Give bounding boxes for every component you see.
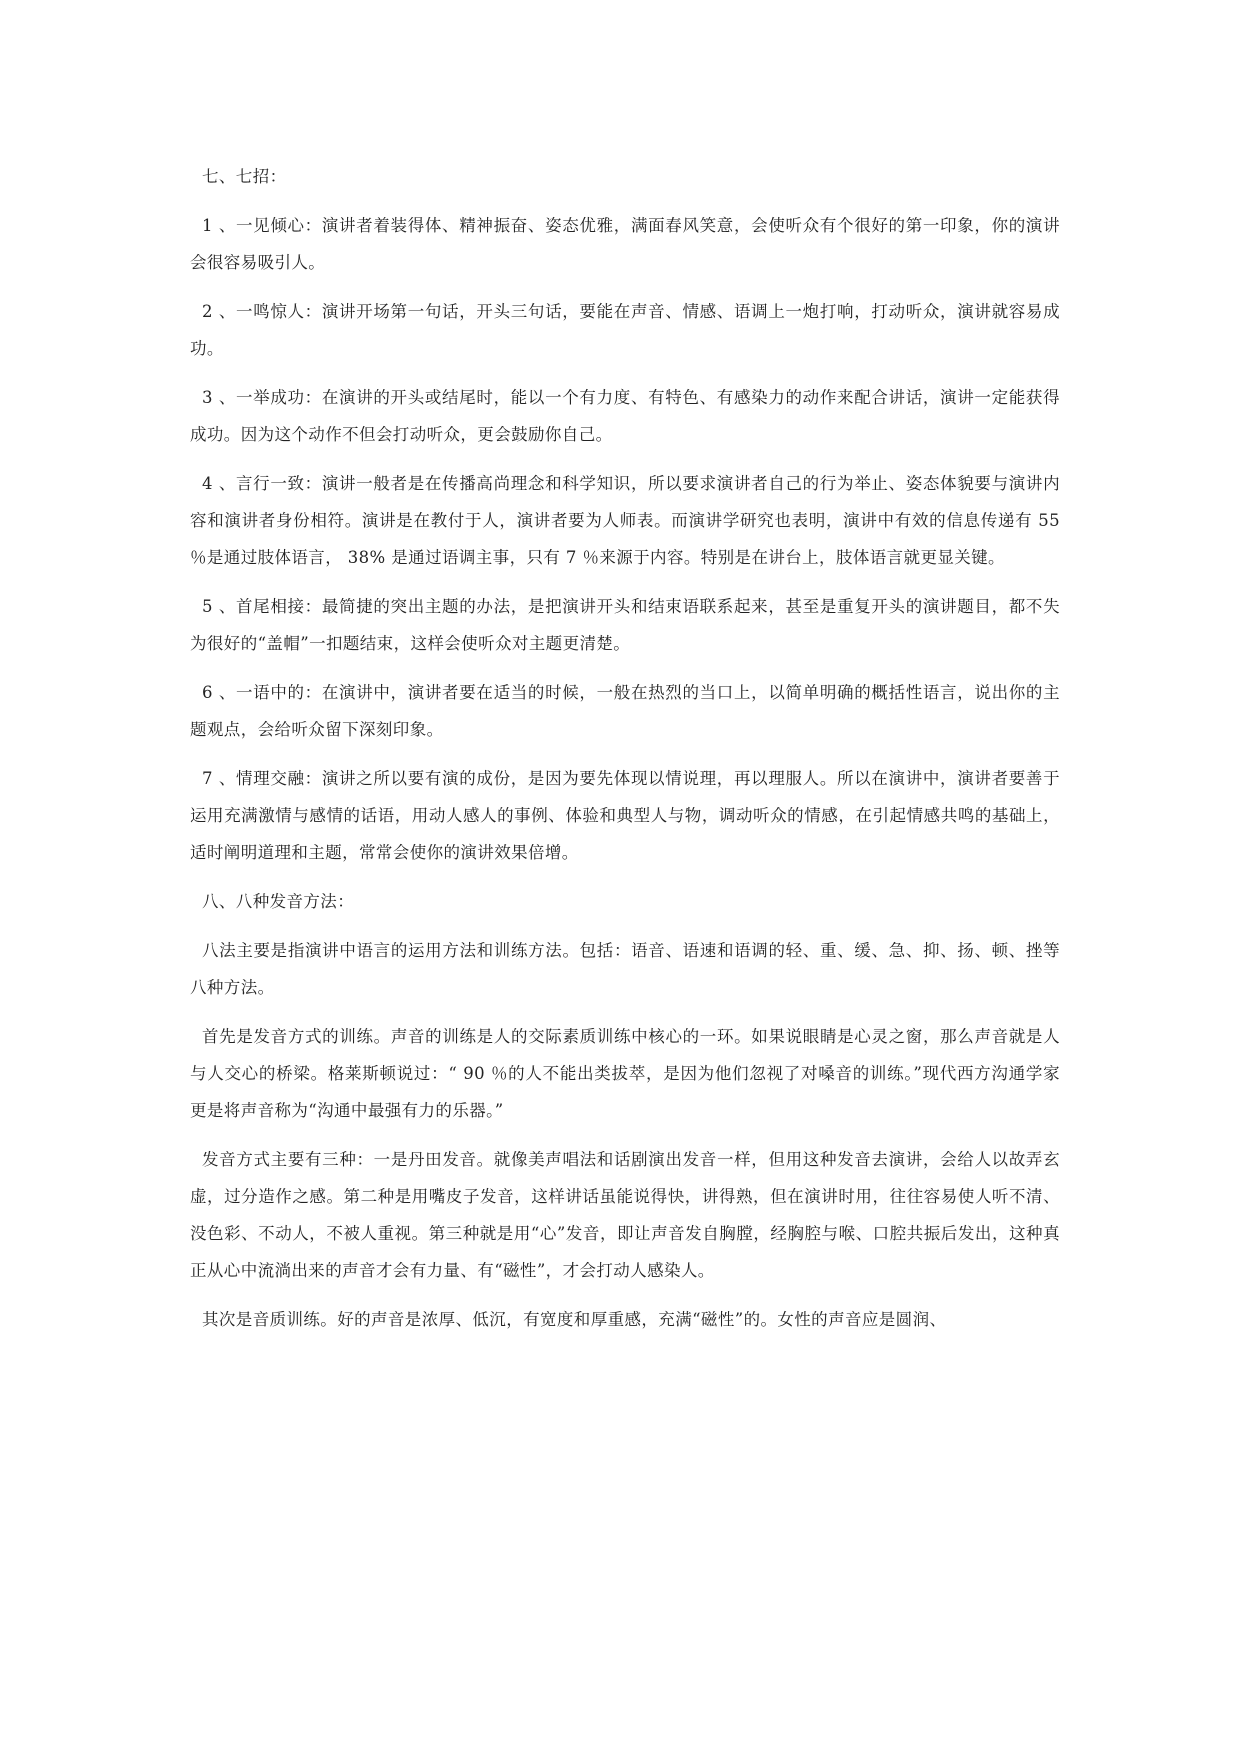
paragraph-item-2: 2 、一鸣惊人：演讲开场第一句话，开头三句话，要能在声音、情感、语调上一炮打响，打动听众，演讲就容易成功。 (190, 302, 1060, 358)
document-body (190, 158, 1060, 1350)
paragraph-item-7: 7 、情理交融：演讲之所以要有演的成份，是因为要先体现以情说理，再以理服人。所以在演讲中，演讲者要善于运用充满激情与感情的话语，用动人感人的事例、体验和典型人与物，调动听众的情感，在引起情感共鸣的基础上，适时阐明道理和主题，常常会使你的演讲效果倍增。 (190, 769, 1060, 862)
paragraph-item-4: 4 、言行一致：演讲一般者是在传播高尚理念和科学知识，所以要求演讲者自己的行为举止、姿态体貌要与演讲内容和演讲者身份相符。演讲是在教付于人，演讲者要为人师表。而演讲学研究也表明，演讲中有效的信息传递有 55 ％是通过肢体语言， 38% 是通过语调主事，只有 7 ％来源于内容。特别是在讲台上，肢体语言就更显关键。 (190, 474, 1060, 567)
paragraph-item-6: 6 、一语中的：在演讲中，演讲者要在适当的时候，一般在热烈的当口上，以简单明确的概括性语言，说出你的主题观点，会给听众留下深刻印象。 (190, 683, 1060, 739)
paragraph-voice-quality: 其次是音质训练。好的声音是浓厚、低沉，有宽度和厚重感，充满“磁性”的。女性的声音应是圆润、 (202, 1310, 947, 1329)
paragraph-item-1: 1 、一见倾心：演讲者着装得体、精神振奋、姿态优雅，满面春风笑意，会使听众有个很好的第一印象，你的演讲会很容易吸引人。 (190, 216, 1060, 272)
paragraph-pronunciation-modes: 发音方式主要有三种：一是丹田发音。就像美声唱法和话剧演出发音一样，但用这种发音去演讲，会给人以故弄玄虚，过分造作之感。第二种是用嘴皮子发音，这样讲话虽能说得快，讲得熟，但在演讲时用，往往容易使人听不清、没色彩、不动人，不被人重视。第三种就是用“心”发音，即让声音发自胸膛，经胸腔与喉、口腔共振后发出，这种真正从心中流淌出来的声音才会有力量、有“磁性”，才会打动人感染人。 (190, 1150, 1060, 1280)
paragraph-item-3: 3 、一举成功：在演讲的开头或结尾时，能以一个有力度、有特色、有感染力的动作来配合讲话，演讲一定能获得成功。因为这个动作不但会打动听众，更会鼓励你自己。 (190, 388, 1060, 444)
section-heading-eight: 八、八种发音方法： (202, 892, 355, 911)
section-heading-seven: 七、七招： (202, 167, 287, 186)
paragraph-item-5: 5 、首尾相接：最简捷的突出主题的办法，是把演讲开头和结束语联系起来，甚至是重复开头的演讲题目，都不失为很好的“盖帽”一扣题结束，这样会使听众对主题更清楚。 (190, 597, 1060, 653)
paragraph-pronunciation-training: 首先是发音方式的训练。声音的训练是人的交际素质训练中核心的一环。如果说眼睛是心灵之窗，那么声音就是人与人交心的桥梁。格莱斯顿说过：“ 90 ％的人不能出类拔萃，是因为他们忽视了对嗓音的训练。”现代西方沟通学家更是将声音称为“沟通中最强有力的乐器。” (190, 1027, 1060, 1120)
paragraph-eight-methods: 八法主要是指演讲中语言的运用方法和训练方法。包括：语音、语速和语调的轻、重、缓、急、抑、扬、顿、挫等八种方法。 (190, 941, 1060, 997)
